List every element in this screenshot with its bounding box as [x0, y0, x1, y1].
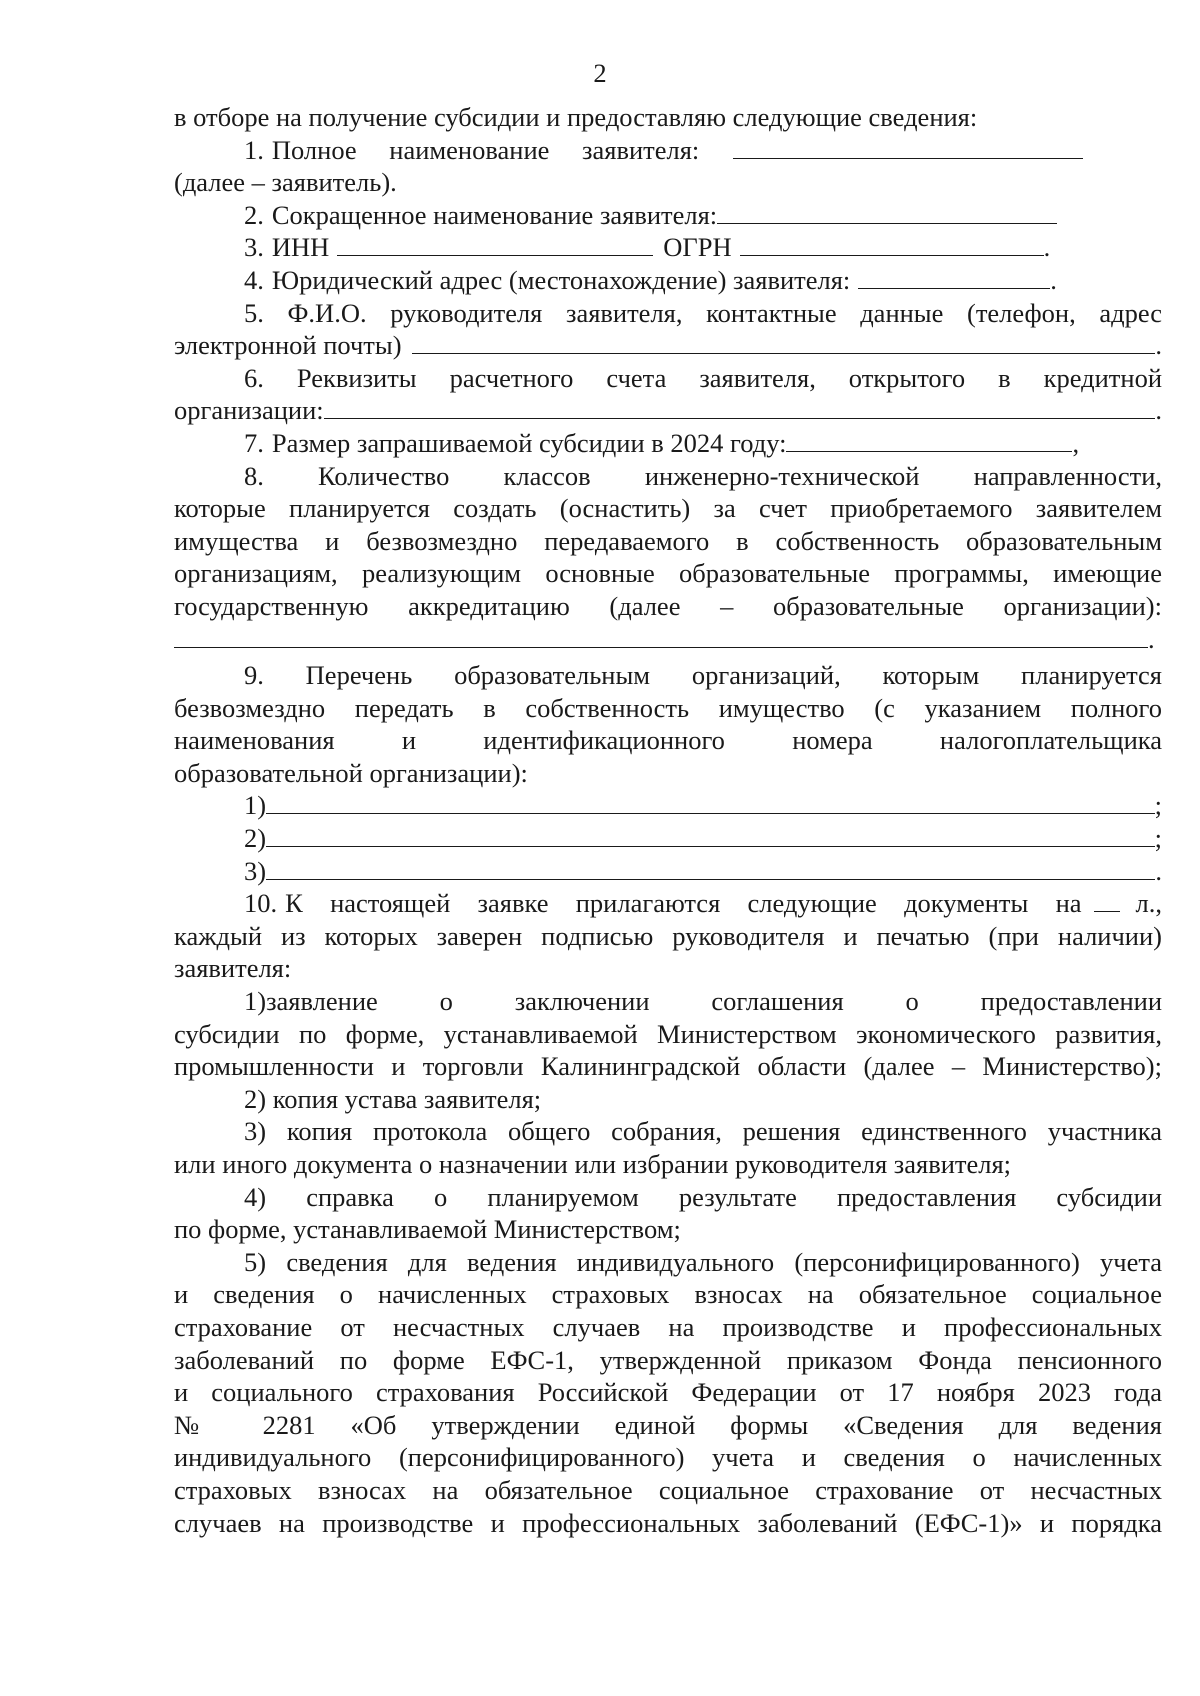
doc-5-line: заболеваний по форме ЕФС-1, утвержденной приказом Фонда пенсионного: [174, 1344, 1162, 1375]
item-9-line: образовательной организации):: [174, 757, 528, 788]
bank-account-field[interactable]: [324, 396, 1156, 419]
item-7-label: Размер запрашиваемой субсидии в 2024 году:: [271, 427, 787, 458]
doc-3: 3) копия протокола общего собрания, решения единственного участника: [244, 1116, 1162, 1147]
item-9-line: наименования и идентификационного номера налогоплательщика: [174, 725, 1162, 756]
doc-4-line: по форме, устанавливаемой Министерством;: [174, 1214, 681, 1245]
doc-5-line: и социального страхования Российской Федерации от 17 ноября 2023 года: [174, 1377, 1162, 1408]
doc-1-line: субсидии по форме, устанавливаемой Министерством экономического развития,: [174, 1018, 1162, 1049]
item-2: 2. Сокращенное наименование заявителя:: [174, 199, 1162, 232]
org-entry-2-field[interactable]: [266, 824, 1155, 847]
doc-1: 1)заявление о заключении соглашения о предоставлении: [244, 986, 1162, 1017]
org-entry-1-field[interactable]: [266, 791, 1155, 814]
doc-5-line: страховых взносах на обязательное социальное страхование от несчастных: [174, 1474, 1162, 1505]
item-7: 7. Размер запрашиваемой субсидии в 2024 году: ,: [244, 427, 1080, 458]
item-5-label: Ф.И.О. руководителя заявителя, контактные данные (телефон, адрес: [287, 297, 1162, 328]
doc-5-line: страхование от несчастных случаев на производстве и профессиональных: [174, 1311, 1162, 1342]
item-2-label: Сокращенное наименование заявителя:: [271, 199, 718, 230]
doc-3-line: или иного документа о назначении или избрании руководителя заявителя;: [174, 1149, 1012, 1179]
org-entry-1: 1) ;: [244, 790, 1162, 821]
doc-5: 5) сведения для ведения индивидуального (персонифицированного) учета: [244, 1246, 1162, 1277]
doc-5-line: и сведения о начисленных страховых взносах на обязательное социальное: [174, 1279, 1162, 1310]
item-10-label: К настоящей заявке прилагаются следующие документы на: [285, 888, 1082, 919]
item-8-blank-line: .: [174, 623, 1162, 656]
item-9-line: безвозмездно передать в собственность имущество (с указанием полного: [174, 692, 1162, 723]
subsidy-amount-field[interactable]: [786, 429, 1072, 452]
ogrn-field[interactable]: [740, 233, 1044, 256]
item-10-line: заявителя:: [174, 953, 292, 984]
doc-5-line: индивидуального (персонифицированного) учета и сведения о начисленных: [174, 1442, 1162, 1473]
doc-5-line: № 2281 «Об утверждении единой формы «Сведения для ведения: [174, 1409, 1162, 1440]
item-8-line: имущества и безвозмездно передаваемого в собственность образовательным: [174, 525, 1162, 556]
ogrn-label: ОГРН: [663, 232, 732, 263]
item-9: 9. Перечень образовательным организаций, которым планируется: [244, 660, 1162, 691]
item-6-label: Реквизиты расчетного счета заявителя, открытого в кредитной: [296, 362, 1162, 393]
org-entry-3-field[interactable]: [266, 857, 1155, 880]
item-8-line: которые планируется создать (оснастить) за счет приобретаемого заявителем: [174, 493, 1162, 524]
doc-1-line: промышленности и торговли Калининградской области (далее – Министерство);: [174, 1051, 1162, 1082]
intro-line: в отборе на получение субсидии и предоставляю следующие сведения:: [174, 102, 978, 132]
item-6: 6. Реквизиты расчетного счета заявителя, открытого в кредитной: [244, 362, 1162, 393]
item-10: 10. К настоящей заявке прилагаются следующие документы на л.,: [244, 888, 1162, 919]
pages-count-field[interactable]: [1094, 889, 1120, 912]
item-10-line: каждый из которых заверен подписью руководителя и печатью (при наличии): [174, 920, 1162, 951]
inn-field[interactable]: [337, 233, 653, 256]
legal-address-field[interactable]: [858, 266, 1050, 289]
item-1-continuation: (далее – заявитель).: [174, 167, 397, 198]
item-8-line: государственную аккредитацию (далее – образовательные организации):: [174, 590, 1162, 621]
doc-4: 4) справка о планируемом результате предоставления субсидии: [244, 1181, 1162, 1212]
doc-5-line: случаев на производстве и профессиональных заболеваний (ЕФС-1)» и порядка: [174, 1507, 1162, 1538]
document-body: [174, 101, 1162, 1539]
item-8: 8. Количество классов инженерно-технической направленности,: [244, 460, 1162, 491]
contacts-field[interactable]: [412, 331, 1156, 354]
doc-2: 2) копия устава заявителя;: [244, 1083, 542, 1114]
item-4: 4. Юридический адрес (местонахождение) заявителя: .: [244, 264, 1057, 295]
item-5-continuation: электронной почты) .: [174, 330, 1162, 361]
page-number: 2: [593, 58, 607, 88]
org-entry-2: 2) ;: [244, 823, 1162, 854]
item-5: 5. Ф.И.О. руководителя заявителя, контактные данные (телефон, адрес: [244, 297, 1162, 328]
org-entry-3: 3) .: [244, 855, 1162, 886]
item-4-label: Юридический адрес (местонахождение) заявителя:: [271, 264, 851, 295]
item-3: 3. ИНН ОГРН .: [244, 232, 1051, 263]
inn-label: ИНН: [271, 232, 330, 263]
item-8-line: организациям, реализующим основные образовательные программы, имеющие: [174, 558, 1162, 589]
full-name-field[interactable]: [733, 136, 1083, 159]
classes-count-field[interactable]: [174, 625, 1148, 648]
item-1-label: Полное наименование заявителя:: [271, 134, 700, 165]
short-name-field[interactable]: [717, 201, 1057, 224]
item-1-number: 1.: [244, 134, 264, 165]
item-1: [174, 134, 1162, 167]
item-6-continuation: организации: .: [174, 395, 1162, 426]
